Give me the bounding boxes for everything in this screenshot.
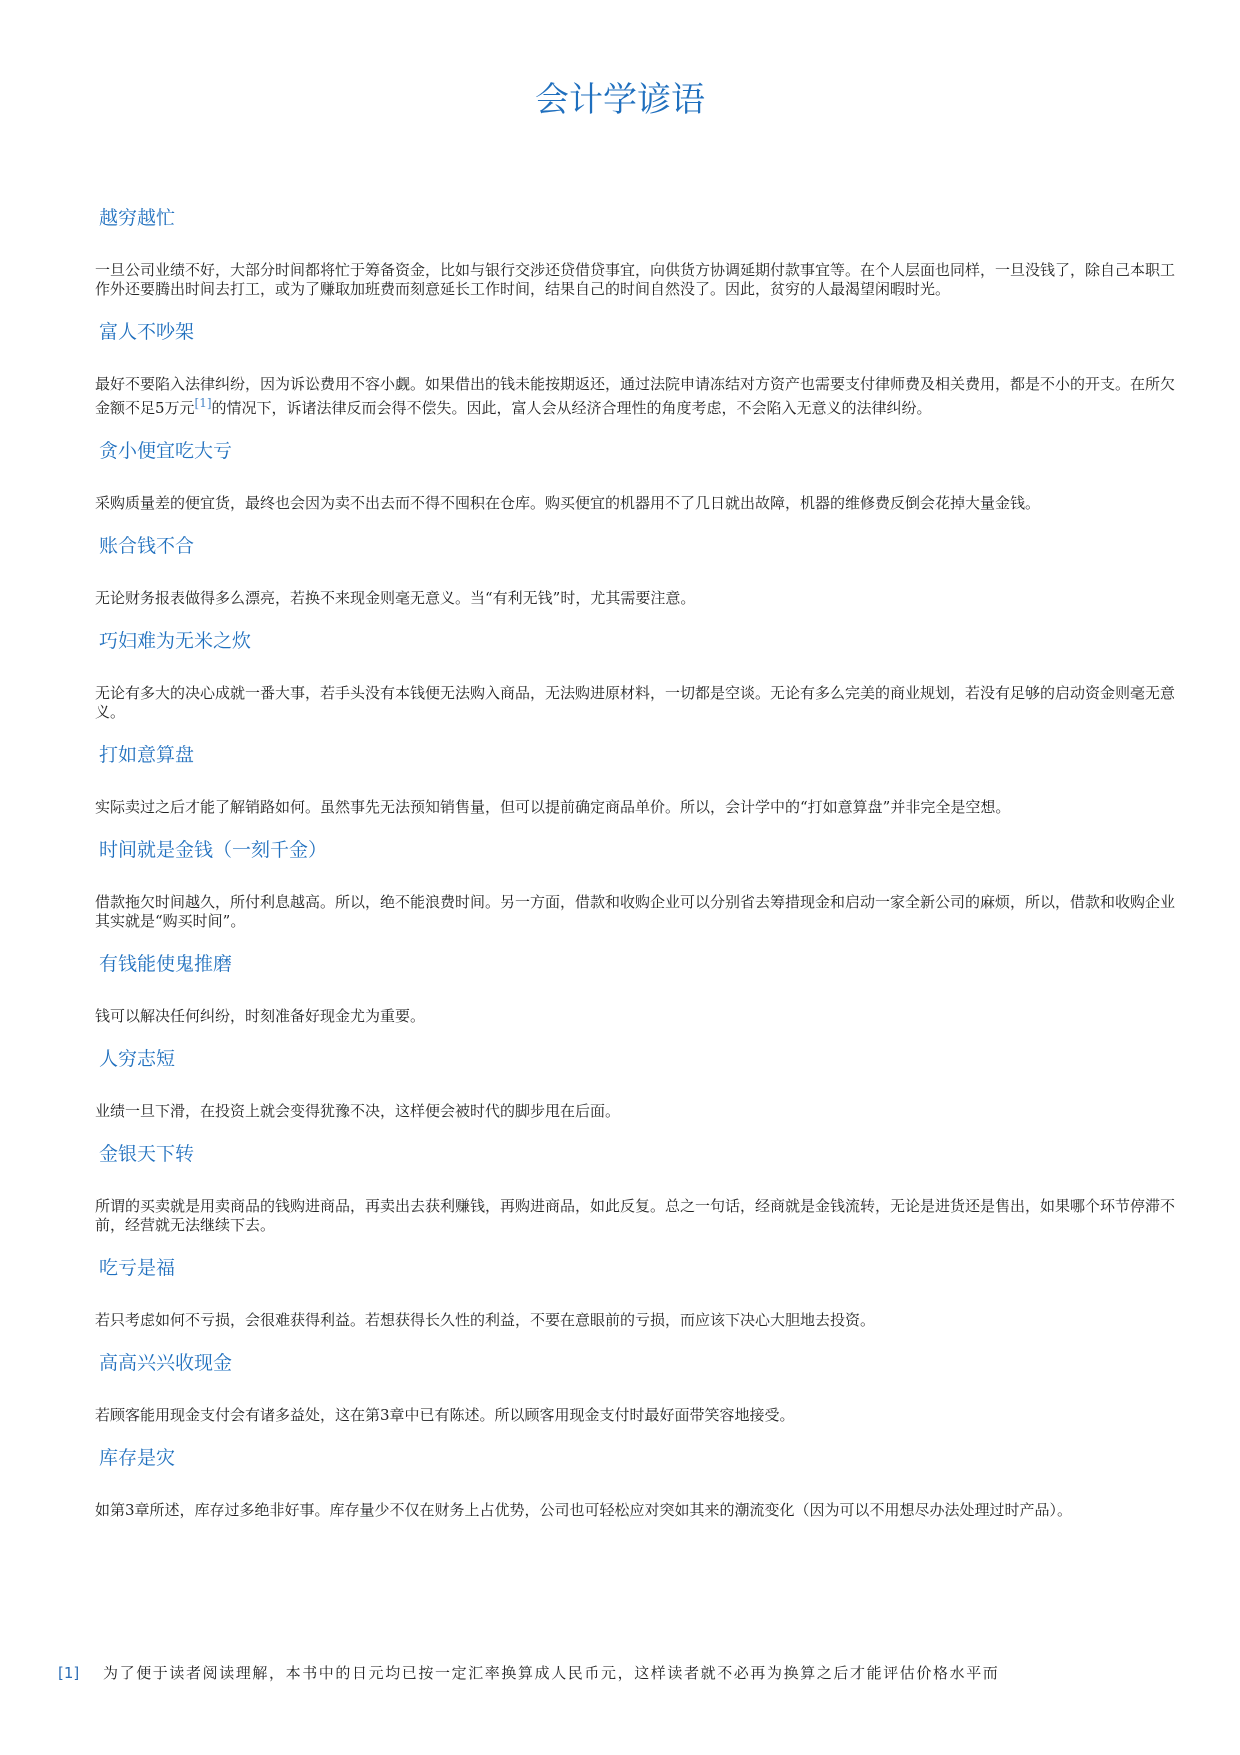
proverb-section [95, 1349, 1185, 1444]
proverb-section [95, 1444, 1185, 1539]
proverb-body: 实际卖过之后才能了解销路如何。虽然事先无法预知销售量，但可以提前确定商品单价。所以，会计学中的“打如意算盘”并非完全是空想。 [95, 798, 1011, 816]
proverb-section [95, 532, 1185, 627]
proverb-heading: 吃亏是福 [99, 1257, 176, 1279]
proverb-heading: 巧妇难为无米之炊 [99, 630, 252, 652]
proverb-body: 若只考虑如何不亏损，会很难获得利益。若想获得长久性的利益，不要在意眼前的亏损，而应该下决心大胆地去投资。 [95, 1311, 876, 1329]
proverb-body [95, 346, 1185, 437]
proverb-body: 借款拖欠时间越久，所付利息越高。所以，绝不能浪费时间。另一方面，借款和收购企业可以分别省去筹措现金和启动一家全新公司的麻烦，所以，借款和收购企业其实就是“购买时间”。 [95, 893, 1176, 930]
proverb-heading: 金银天下转 [99, 1143, 195, 1165]
proverb-section [95, 741, 1185, 836]
proverb-heading: 富人不吵架 [99, 321, 195, 343]
proverb-body-text: 最好不要陷入法律纠纷，因为诉讼费用不容小觑。如果借出的钱未能按期返还，通过法院申请冻结对方资产也需要支付律师费及相关费用，都是不小的开支。在所欠金额不足5万元 [95, 375, 1176, 417]
proverb-heading: 时间就是金钱（一刻千金） [99, 839, 328, 861]
page-title: 会计学谚语 [535, 80, 705, 120]
proverb-section [95, 1045, 1185, 1140]
proverb-body: 钱可以解决任何纠纷，时刻准备好现金尤为重要。 [95, 1007, 426, 1025]
proverb-body-text: 的情况下，诉诸法律反而会得不偿失。因此，富人会从经济合理性的角度考虑，不会陷入无意义的法律纠纷。 [211, 399, 932, 417]
proverb-body: 若顾客能用现金支付会有诸多益处，这在第3章中已有陈述。所以顾客用现金支付时最好面带笑容地接受。 [95, 1406, 795, 1424]
proverb-section [95, 836, 1185, 950]
proverb-section [95, 318, 1185, 437]
proverb-body: 所谓的买卖就是用卖商品的钱购进商品，再卖出去获利赚钱，再购进商品，如此反复。总之一句话，经商就是金钱流转，无论是进货还是售出，如果哪个环节停滞不前，经营就无法继续下去。 [95, 1197, 1176, 1234]
proverb-body: 如第3章所述，库存过多绝非好事。库存量少不仅在财务上占优势，公司也可轻松应对突如其来的潮流变化（因为可以不用想尽办法处理过时产品）。 [95, 1501, 1073, 1519]
proverb-section [95, 627, 1185, 741]
proverb-body: 采购质量差的便宜货，最终也会因为卖不出去而不得不囤积在仓库。购买便宜的机器用不了几日就出故障，机器的维修费反倒会花掉大量金钱。 [95, 494, 1041, 512]
proverb-heading: 账合钱不合 [99, 535, 195, 557]
footnote-text: 为了便于读者阅读理解，本书中的日元均已按一定汇率换算成人民币元，这样读者就不必再为换算之后才能评估价格水平而 [103, 1664, 1000, 1682]
proverb-list [95, 204, 1185, 1539]
proverb-heading: 越穷越忙 [99, 207, 176, 229]
footnote [58, 1661, 1198, 1685]
proverb-heading: 有钱能使鬼推磨 [99, 953, 233, 975]
proverb-body: 无论有多大的决心成就一番大事，若手头没有本钱便无法购入商品，无法购进原材料，一切都是空谈。无论有多么完美的商业规划，若没有足够的启动资金则毫无意义。 [95, 684, 1176, 721]
proverb-section [95, 1254, 1185, 1349]
proverb-heading: 人穷志短 [99, 1048, 176, 1070]
footnote-backlink[interactable]: [1] [58, 1664, 80, 1682]
proverb-heading: 库存是灾 [99, 1447, 176, 1469]
proverb-heading: 打如意算盘 [99, 744, 195, 766]
proverb-body: 业绩一旦下滑，在投资上就会变得犹豫不决，这样便会被时代的脚步甩在后面。 [95, 1102, 621, 1120]
footnote-reference-link[interactable]: [1] [194, 396, 212, 410]
proverb-heading: 高高兴兴收现金 [99, 1352, 233, 1374]
proverb-heading: 贪小便宜吃大亏 [99, 440, 233, 462]
proverb-body: 一旦公司业绩不好，大部分时间都将忙于筹备资金，比如与银行交涉还贷借贷事宜，向供货方协调延期付款事宜等。在个人层面也同样，一旦没钱了，除自己本职工作外还要腾出时间去打工，或为了赚取加班费而刻意延长工作时间，结果自己的时间自然没了。因此，贫穷的人最渴望闲暇时光。 [95, 261, 1176, 298]
proverb-body: 无论财务报表做得多么漂亮，若换不来现金则毫无意义。当“有利无钱”时，尤其需要注意。 [95, 589, 696, 607]
proverb-section [95, 204, 1185, 318]
proverb-section [95, 1140, 1185, 1254]
proverb-section [95, 437, 1185, 532]
proverb-section [95, 950, 1185, 1045]
